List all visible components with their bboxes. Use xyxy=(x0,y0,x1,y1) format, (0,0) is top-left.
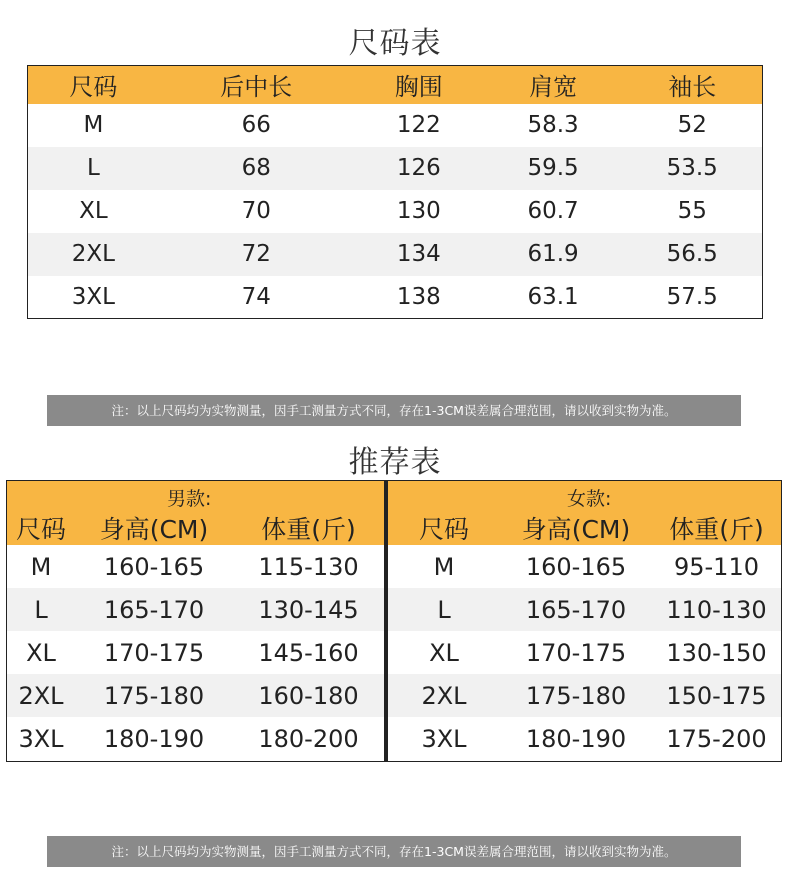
cell: 160-165 xyxy=(525,552,627,581)
measurement-note: 注：以上尺码均为实物测量，因手工测量方式不同，存在1-3CM误差属合理范围，请以收到实物为准。 xyxy=(47,395,741,426)
cell: M xyxy=(30,552,52,581)
women-label: 女款: xyxy=(567,488,612,510)
table-row xyxy=(7,717,384,760)
cell: 70 xyxy=(241,198,271,224)
men-header-height: 身高(CM) xyxy=(99,515,209,544)
table-row xyxy=(388,631,781,674)
cell: 126 xyxy=(396,155,441,181)
cell: L xyxy=(87,155,100,181)
men-recommend-table xyxy=(6,480,385,762)
women-header-weight: 体重(斤) xyxy=(669,515,764,544)
measurement-note-bottom: 注：以上尺码均为实物测量，因手工测量方式不同，存在1-3CM误差属合理范围，请以收到实物为准。 xyxy=(47,836,741,867)
cell: 53.5 xyxy=(666,155,718,181)
cell: 150-175 xyxy=(666,681,767,710)
cell: 74 xyxy=(241,283,271,310)
table-row xyxy=(28,104,763,147)
table-row xyxy=(388,674,781,717)
women-recommend-table xyxy=(387,480,782,762)
header-shoulder: 肩宽 xyxy=(529,73,578,102)
men-header-size: 尺码 xyxy=(15,515,66,544)
cell: 160-180 xyxy=(258,681,359,710)
cell: 3XL xyxy=(71,283,116,310)
cell: 130 xyxy=(396,198,441,224)
cell: 61.9 xyxy=(527,241,579,267)
cell: 165-170 xyxy=(525,595,627,624)
cell: 110-130 xyxy=(666,595,767,624)
table-row xyxy=(7,545,384,588)
cell: 170-175 xyxy=(103,638,205,667)
cell: 180-190 xyxy=(525,724,627,753)
cell: XL xyxy=(26,638,56,667)
cell: 63.1 xyxy=(527,283,579,310)
cell: 2XL xyxy=(421,681,467,710)
cell: 66 xyxy=(241,112,271,138)
cell: M xyxy=(83,112,104,138)
cell: 175-180 xyxy=(525,681,627,710)
women-header-height: 身高(CM) xyxy=(521,515,631,544)
table-row xyxy=(7,631,384,674)
cell: 138 xyxy=(396,283,441,310)
cell: 170-175 xyxy=(525,638,627,667)
cell: 52 xyxy=(677,112,707,138)
cell: L xyxy=(34,595,48,624)
cell: 59.5 xyxy=(527,155,579,181)
cell: 130-145 xyxy=(258,595,359,624)
cell: 180-190 xyxy=(103,724,205,753)
women-header xyxy=(388,481,781,545)
table-row xyxy=(28,276,763,319)
cell: 3XL xyxy=(421,724,467,753)
table-row xyxy=(28,147,763,190)
size-chart-header-row xyxy=(28,66,763,104)
header-size: 尺码 xyxy=(69,73,118,102)
men-header-weight: 体重(斤) xyxy=(261,515,356,544)
cell: 175-180 xyxy=(103,681,205,710)
women-header-size: 尺码 xyxy=(418,515,469,544)
table-row xyxy=(388,588,781,631)
men-label: 男款: xyxy=(167,488,212,510)
cell: 160-165 xyxy=(103,552,205,581)
table-row xyxy=(7,588,384,631)
size-chart-title: 尺码表 xyxy=(348,26,442,61)
cell: 56.5 xyxy=(666,241,718,267)
cell: 122 xyxy=(396,112,441,138)
cell: L xyxy=(437,595,451,624)
cell: 57.5 xyxy=(666,283,718,310)
cell: 115-130 xyxy=(258,552,359,581)
cell: 180-200 xyxy=(258,724,359,753)
header-sleeve: 袖长 xyxy=(668,73,717,102)
header-back-length: 后中长 xyxy=(220,73,293,102)
table-row xyxy=(28,190,763,233)
cell: M xyxy=(433,552,455,581)
cell: 72 xyxy=(241,241,271,267)
cell: 95-110 xyxy=(673,552,759,581)
table-row xyxy=(7,674,384,717)
men-header xyxy=(7,481,384,545)
table-row xyxy=(388,717,781,760)
size-chart-table xyxy=(27,65,763,319)
cell: 2XL xyxy=(71,241,116,267)
cell: 175-200 xyxy=(666,724,767,753)
cell: 165-170 xyxy=(103,595,205,624)
recommend-title: 推荐表 xyxy=(348,445,442,480)
cell: XL xyxy=(429,638,459,667)
cell: XL xyxy=(79,198,108,224)
cell: 60.7 xyxy=(527,198,579,224)
cell: 55 xyxy=(677,198,707,224)
cell: 58.3 xyxy=(527,112,579,138)
cell: 130-150 xyxy=(666,638,767,667)
cell: 134 xyxy=(396,241,441,267)
cell: 2XL xyxy=(18,681,64,710)
header-chest: 胸围 xyxy=(394,73,443,102)
table-row xyxy=(388,545,781,588)
cell: 3XL xyxy=(18,724,64,753)
cell: 145-160 xyxy=(258,638,359,667)
table-row xyxy=(28,233,763,276)
cell: 68 xyxy=(241,155,271,181)
